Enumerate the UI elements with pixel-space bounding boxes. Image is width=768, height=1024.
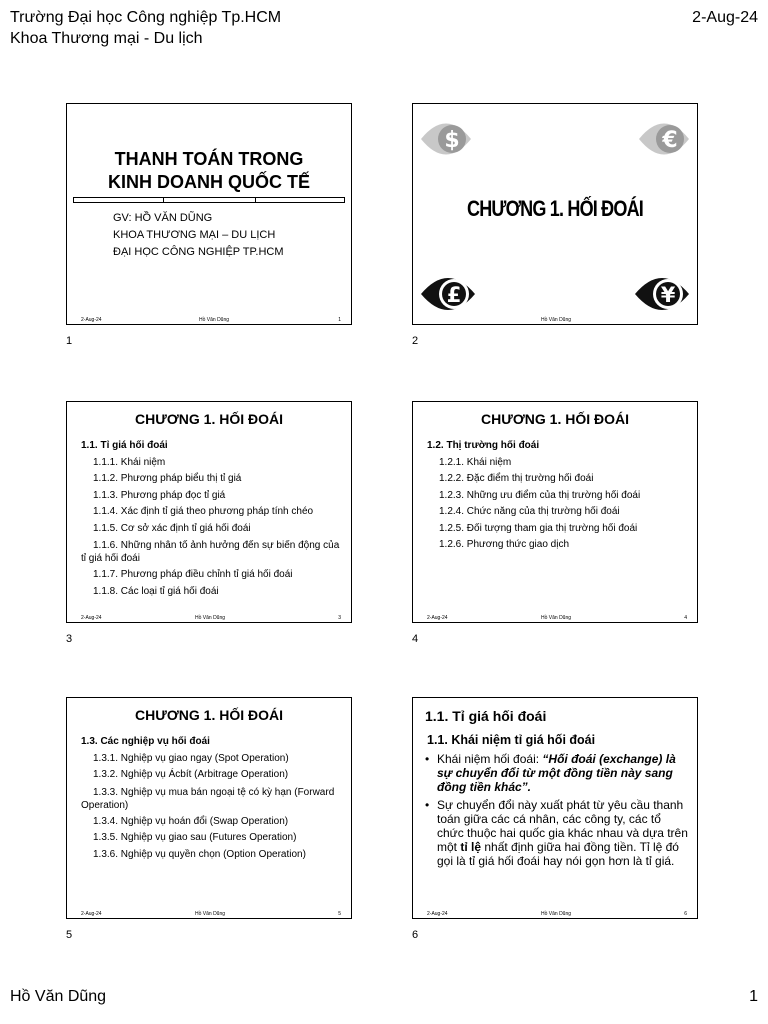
page-number: 1 [749, 988, 758, 1005]
faculty-name: Khoa Thương mại - Du lịch [10, 30, 203, 47]
slide-info [113, 210, 284, 261]
footer-author: Hồ Văn Dũng [541, 615, 572, 621]
list-item: 1.1.8. Các loại tỉ giá hối đoái [93, 585, 219, 597]
pound-eye-icon [419, 268, 477, 320]
footer-date: 2-Aug-24 [81, 317, 102, 323]
bullet-text-emphasis: “Hối đoái (exchange) là sự chuyển đổi từ một đồng tiền này sang đồng tiền khác”. [437, 752, 676, 794]
slide-title: CHƯƠNG 1. HỐI ĐOÁI [467, 196, 643, 221]
symbol-euro: € [662, 128, 678, 153]
footer-page: 1 [338, 317, 341, 323]
footer-page: 6 [684, 911, 687, 917]
slide-1 [66, 103, 352, 325]
list-item: 1.2.5. Đối tượng tham gia thị trường hối đoái [439, 522, 638, 534]
footer-date: 2-Aug-24 [427, 911, 448, 917]
slide-title: CHƯƠNG 1. HỐI ĐOÁI [134, 411, 283, 427]
symbol-yen: ¥ [660, 283, 676, 307]
slide-3 [66, 401, 352, 623]
slide-number: 6 [412, 929, 419, 941]
slide-number: 1 [66, 335, 73, 347]
lecturer-line: GV: HỒ VĂN DŨNG [113, 212, 213, 224]
list-item: 1.3.4. Nghiệp vụ hoán đổi (Swap Operation) [93, 815, 289, 827]
slide-subtitle: 1.1. Khái niệm tỉ giá hối đoái [427, 733, 596, 747]
section-heading: 1.3. Các nghiệp vụ hối đoái [81, 736, 210, 747]
list-item: 1.3.5. Nghiệp vụ giao sau (Futures Operation) [93, 832, 297, 843]
slide-4 [412, 401, 698, 623]
title-divider [73, 197, 345, 203]
slide-2 [412, 103, 698, 325]
slide-5 [66, 697, 352, 919]
list-item: 1.1.3. Phương pháp đọc tỉ giá [93, 489, 226, 501]
list-item: 1.1.2. Phương pháp biểu thị tỉ giá [93, 473, 242, 484]
slide-number: 4 [412, 633, 419, 645]
slide-6 [412, 697, 698, 919]
slide-title-line-1: THANH TOÁN TRONG [114, 149, 304, 169]
slide-content [425, 752, 689, 868]
divider-tick [255, 197, 256, 203]
footer-page: 3 [338, 615, 341, 621]
footer-author: Hồ Văn Dũng [541, 317, 572, 323]
divider-tick [163, 197, 164, 203]
bullet-text-bold: tỉ lệ [460, 840, 482, 854]
slide-number: 5 [66, 929, 73, 941]
list-item: 1.3.2. Nghiệp vụ Ácbít (Arbitrage Operation) [93, 769, 289, 780]
section-heading: 1.2. Thị trường hối đoái [427, 440, 540, 451]
list-item: 1.3.1. Nghiệp vụ giao ngay (Spot Operation) [93, 752, 289, 764]
list-item: 1.1.5. Cơ sở xác định tỉ giá hối đoái [93, 522, 251, 534]
dollar-eye-icon [419, 114, 473, 164]
bullet-text-plain: nhất định giữa hai đồng tiền. Tỉ lệ đó gọi là tỉ giá hối đoái hay nói gọn hơn là tỉ giá. [437, 840, 679, 868]
footer-page: 5 [338, 911, 341, 917]
slide-title: CHƯƠNG 1. HỐI ĐOÁI [134, 707, 283, 723]
bullet-text-plain: Sự chuyển đổi này xuất phát từ yêu cầu thanh toán giữa các cá nhân, các công ty, các tổ chức thuộc hai quốc gia khác nhau và dựa trên một [437, 798, 688, 854]
slide-number: 3 [66, 633, 73, 645]
school-name: Trường Đại học Công nghiệp Tp.HCM [10, 9, 282, 26]
bullet-item [425, 752, 689, 794]
footer-author: Hồ Văn Dũng [10, 988, 107, 1005]
slide-content [81, 438, 341, 600]
footer-date: 2-Aug-24 [81, 911, 102, 917]
slide-title: CHƯƠNG 1. HỐI ĐOÁI [480, 411, 629, 427]
list-item: 1.3.6. Nghiệp vụ quyền chọn (Option Operation) [93, 848, 306, 860]
slide-content [81, 734, 341, 863]
yen-eye-icon [633, 268, 691, 320]
euro-eye-icon [637, 114, 691, 164]
list-item: 1.2.1. Khái niệm [439, 456, 512, 468]
list-item: 1.2.2. Đặc điểm thị trường hối đoái [439, 473, 594, 484]
symbol-dollar: $ [444, 128, 460, 153]
bullet-dot: • [425, 752, 430, 766]
footer-date: 2-Aug-24 [81, 615, 102, 621]
footer-date: 2-Aug-24 [427, 615, 448, 621]
list-item: 1.1.4. Xác định tỉ giá theo phương pháp tính chéo [93, 506, 314, 517]
slide-title [67, 148, 351, 194]
header-date: 2-Aug-24 [692, 9, 758, 26]
bullet-dot: • [425, 798, 430, 812]
university-line: ĐẠI HỌC CÔNG NGHIỆP TP.HCM [113, 246, 284, 258]
list-item: 1.1.1. Khái niệm [93, 456, 166, 468]
slide-title-line-2: KINH DOANH QUỐC TẾ [108, 172, 310, 192]
footer-author: Hồ Văn Dũng [195, 911, 226, 917]
section-heading: 1.1. Tỉ giá hối đoái [81, 440, 168, 451]
slide-title: 1.1. Tỉ giá hối đoái [425, 708, 547, 724]
bullet-item [425, 798, 689, 868]
footer-author: Hồ Văn Dũng [195, 615, 226, 621]
slide-number: 2 [412, 335, 419, 347]
footer-page: 4 [684, 615, 687, 621]
list-item: 1.2.6. Phương thức giao dịch [439, 539, 570, 550]
footer-author: Hồ Văn Dũng [199, 317, 230, 323]
list-item: 1.1.6. Những nhân tố ảnh hưởng đến sự biến động của tỉ giá hối đoái [81, 540, 340, 564]
bullet-text-plain: Khái niệm hối đoái: [437, 752, 543, 766]
slide-content [427, 438, 687, 554]
faculty-line: KHOA THƯƠNG MẠI – DU LỊCH [113, 229, 276, 241]
list-item: 1.2.3. Những ưu điểm của thị trường hối đoái [439, 489, 641, 501]
footer-author: Hồ Văn Dũng [541, 911, 572, 917]
list-item: 1.2.4. Chức năng của thị trường hối đoái [439, 506, 620, 517]
list-item: 1.1.7. Phương pháp điều chỉnh tỉ giá hối đoái [93, 569, 293, 580]
list-item: 1.3.3. Nghiệp vụ mua bán ngoại tệ có kỳ hạn (Forward Operation) [81, 786, 335, 811]
symbol-pound: £ [446, 283, 462, 307]
